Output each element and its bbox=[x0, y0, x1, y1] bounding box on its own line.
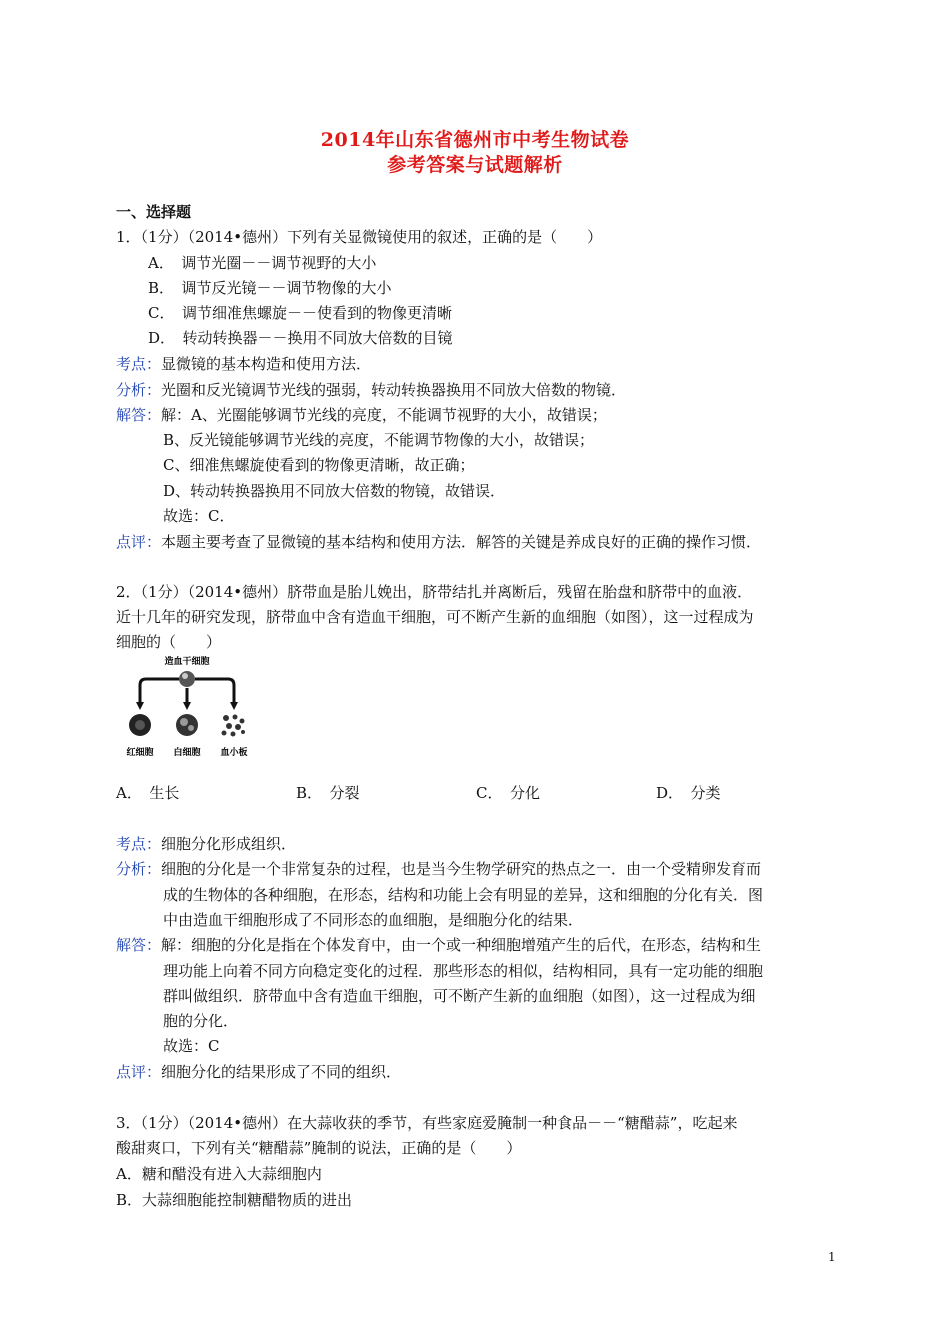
q2-option-d: D． 分类 bbox=[656, 784, 721, 802]
q1-jieda bbox=[116, 405, 607, 425]
q2-stem-line: 2．（1分）（2014•德州）脐带血是胎儿娩出，脐带结扎并离断后，残留在胎盘和脐带中的血液． bbox=[116, 583, 753, 601]
stem-cell-icon bbox=[179, 671, 195, 687]
q2-fenxi-line: 中由造血干细胞形成了不同形态的血细胞，是细胞分化的结果． bbox=[163, 911, 584, 929]
q2-option-a: A． 生长 bbox=[116, 784, 180, 802]
platelet-icon bbox=[222, 715, 246, 737]
dianping-text: 本题主要考查了显微镜的基本结构和使用方法．解答的关键是养成良好的正确的操作习惯． bbox=[161, 533, 762, 551]
fenxi-label: 分析： bbox=[116, 381, 162, 399]
q2-jieda-line: 群叫做组织．脐带血中含有造血干细胞，可不断产生新的血细胞（如图），这一过程成为细 bbox=[163, 987, 756, 1005]
q1-fenxi bbox=[116, 380, 626, 400]
kaodian-text: 细胞分化形成组织． bbox=[161, 835, 297, 853]
q2-fenxi bbox=[116, 859, 761, 879]
q2-kaodian bbox=[116, 834, 296, 854]
q1-jieda-line: D、转动转换器换用不同放大倍数的物镜，故错误． bbox=[163, 482, 506, 500]
diagram-label-white: 白细胞 bbox=[173, 748, 201, 758]
white-blood-cell-icon bbox=[176, 714, 198, 736]
q1-kaodian bbox=[116, 354, 371, 374]
jieda-text: 解：A、光圈能够调节光线的亮度，不能调节视野的大小，故错误； bbox=[161, 406, 607, 424]
q3-stem-line: 酸甜爽口，下列有关“糖醋蒜”腌制的说法，正确的是（ ） bbox=[116, 1139, 522, 1157]
jieda-label: 解答： bbox=[116, 936, 162, 954]
dianping-text: 细胞分化的结果形成了不同的组织． bbox=[161, 1063, 402, 1081]
q2-jieda-line: 理功能上向着不同方向稳定变化的过程．那些形态的相似，结构相同，具有一定功能的细胞 bbox=[163, 962, 764, 980]
kaodian-label: 考点： bbox=[116, 835, 162, 853]
q2-jieda bbox=[116, 935, 761, 955]
q2-answer: 故选：C bbox=[163, 1037, 220, 1055]
q1-option-b: B． 调节反光镜－－调节物像的大小 bbox=[148, 279, 392, 297]
fenxi-label: 分析： bbox=[116, 860, 162, 878]
q1-stem: 1．（1分）（2014•德州）下列有关显微镜使用的叙述，正确的是（ ） bbox=[116, 228, 603, 246]
q2-fenxi-line: 成的生物体的各种细胞，在形态，结构和功能上会有明显的差异，这和细胞的分化有关．图 bbox=[163, 886, 764, 904]
page-number: 1 bbox=[828, 1250, 836, 1264]
fenxi-text: 细胞的分化是一个非常复杂的过程，也是当今生物学研究的热点之一．由一个受精卵发育而 bbox=[161, 860, 762, 878]
jieda-label: 解答： bbox=[116, 406, 162, 424]
q3-option-a: A．糖和醋没有进入大蒜细胞内 bbox=[116, 1165, 322, 1183]
q1-answer: 故选：C． bbox=[163, 507, 235, 525]
q1-option-c: C． 调节细准焦螺旋－－使看到的物像更清晰 bbox=[148, 304, 452, 322]
jieda-text: 解：细胞的分化是指在个体发育中，由一个或一种细胞增殖产生的后代，在形态，结构和生 bbox=[161, 936, 762, 954]
arrow-left bbox=[140, 679, 179, 704]
arrow-right bbox=[195, 679, 234, 704]
document-title: 2014年山东省德州市中考生物试卷 bbox=[320, 129, 630, 151]
q1-jieda-line: B、反光镜能够调节光线的亮度，不能调节物像的大小，故错误； bbox=[163, 431, 595, 449]
q1-jieda-line: C、细准焦螺旋使看到的物像更清晰，故正确； bbox=[163, 456, 475, 474]
kaodian-text: 显微镜的基本构造和使用方法． bbox=[161, 355, 372, 373]
kaodian-label: 考点： bbox=[116, 355, 162, 373]
diagram-label-platelet: 血小板 bbox=[220, 748, 248, 758]
diagram-top-label: 造血干细胞 bbox=[164, 657, 210, 667]
q2-option-b: B． 分裂 bbox=[296, 784, 360, 802]
diagram-label-red: 红细胞 bbox=[126, 748, 154, 758]
q1-option-d: D． 转动转换器－－换用不同放大倍数的目镜 bbox=[148, 329, 453, 347]
blood-cell-diagram bbox=[116, 654, 258, 762]
fenxi-text: 光圈和反光镜调节光线的强弱，转动转换器换用不同放大倍数的物镜． bbox=[161, 381, 627, 399]
q2-dianping bbox=[116, 1062, 401, 1082]
q2-stem-line: 细胞的（ ） bbox=[116, 633, 222, 651]
q1-dianping bbox=[116, 532, 761, 552]
q2-jieda-line: 胞的分化． bbox=[163, 1012, 239, 1030]
q3-stem-line: 3．（1分）（2014•德州）在大蒜收获的季节，有些家庭爱腌制一种食品－－“糖醋蒜”，吃起来 bbox=[116, 1114, 738, 1132]
section-heading: 一、选择题 bbox=[116, 203, 192, 221]
q3-option-b: B．大蒜细胞能控制糖醋物质的进出 bbox=[116, 1191, 353, 1209]
dianping-label: 点评： bbox=[116, 533, 162, 551]
dianping-label: 点评： bbox=[116, 1063, 162, 1081]
document-subtitle: 参考答案与试题解析 bbox=[387, 154, 563, 176]
q1-option-a: A． 调节光圈－－调节视野的大小 bbox=[148, 254, 377, 272]
q2-stem-line: 近十几年的研究发现，脐带血中含有造血干细胞，可不断产生新的血细胞（如图），这一过程成为 bbox=[116, 608, 754, 626]
q2-option-c: C． 分化 bbox=[476, 784, 540, 802]
